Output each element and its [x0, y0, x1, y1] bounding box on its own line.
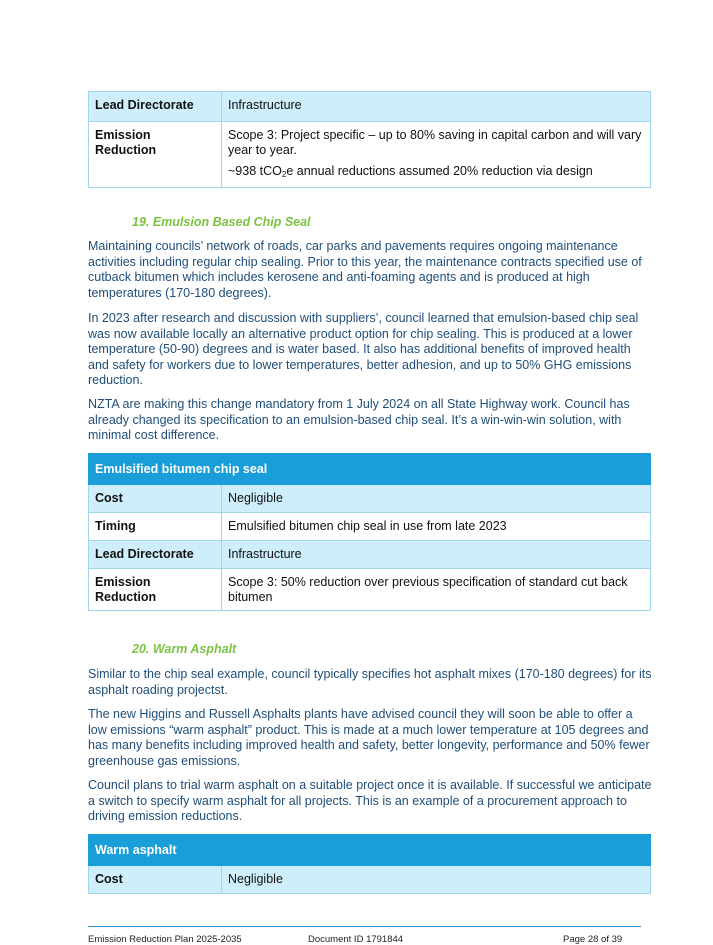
- row-value: Negligible: [222, 866, 651, 894]
- paragraph: The new Higgins and Russell Asphalts plants have advised council they will soon be able to offer a low emissions “warm asphalt” product. This is made at a much lower temperature at 105 degrees and has many benefits including improved health and safety, better longevity, performance and 50% fewer greenhouse gas emissions.: [88, 707, 650, 768]
- table-title: Warm asphalt: [89, 835, 651, 866]
- table-row: [89, 485, 651, 513]
- section-heading: 20. Warm Asphalt: [132, 642, 237, 656]
- table-row: [89, 866, 651, 894]
- row-value: Negligible: [222, 485, 651, 513]
- row-key: Emission Reduction: [89, 569, 222, 611]
- row-key: Lead Directorate: [89, 92, 222, 122]
- table-row: [89, 513, 651, 541]
- row-key: Cost: [89, 866, 222, 894]
- warm-asphalt-table: [88, 834, 651, 894]
- section-heading: 19. Emulsion Based Chip Seal: [132, 215, 311, 229]
- paragraph: Maintaining councils’ network of roads, car parks and pavements requires ongoing maintenance activities including regular chip sealing. Prior to this year, the maintenance contracts specified use of cutback bitumen which includes kerosene and anti-foaming agents and is produced at high temperatures (170-180 degrees).: [88, 239, 642, 300]
- footer-page-number: Page 28 of 39: [563, 934, 623, 945]
- row-value: [222, 122, 651, 188]
- emission-scope-text: Scope 3: Project specific – up to 80% saving in capital carbon and will vary year to year.: [228, 128, 642, 157]
- paragraph: In 2023 after research and discussion with suppliers’, council learned that emulsion-based chip seal was now available locally an alternative product option for chip sealing. This is produced at a lower temperature (50-90) degrees and is water based. It also has additional benefits of improved health and safety for workers due to lower temperatures, better adhesion, and up to 50% GHG emissions reduction.: [88, 311, 639, 388]
- row-value: Infrastructure: [222, 541, 651, 569]
- table-row: [89, 541, 651, 569]
- row-value: Emulsified bitumen chip seal in use from late 2023: [222, 513, 651, 541]
- table-row: [89, 92, 651, 122]
- paragraph: Similar to the chip seal example, council typically specifies hot asphalt mixes (170-180 degrees) for its asphalt roading projectst.: [88, 667, 652, 697]
- row-key: Cost: [89, 485, 222, 513]
- table-title: Emulsified bitumen chip seal: [89, 454, 651, 485]
- project-table-continued: [88, 91, 651, 188]
- table-row: [89, 569, 651, 611]
- row-key: Emission Reduction: [89, 122, 222, 188]
- paragraph: NZTA are making this change mandatory from 1 July 2024 on all State Highway work. Council has already changed its specification to an emulsion-based chip seal. It’s a win-win-win solution, with minimal cost difference.: [88, 397, 630, 443]
- table-row: [89, 122, 651, 188]
- row-value: Infrastructure: [222, 92, 651, 122]
- footer-divider: [88, 926, 641, 927]
- emission-annual-text: ~938 tCO$_2$e annual reductions assumed 20% reduction via design: [228, 164, 593, 179]
- chip-seal-table: [88, 453, 651, 611]
- footer-document-title: Emission Reduction Plan 2025-2035: [88, 934, 242, 945]
- paragraph: Council plans to trial warm asphalt on a suitable project once it is available. If successful we anticipate a switch to specify warm asphalt for all projects. This is an example of a procurement approach to driving emission reductions.: [88, 778, 652, 824]
- row-key: Lead Directorate: [89, 541, 222, 569]
- footer-document-id: Document ID 1791844: [308, 934, 404, 945]
- row-value: Scope 3: 50% reduction over previous specification of standard cut back bitumen: [222, 569, 651, 611]
- table-header: [89, 454, 651, 485]
- row-key: Timing: [89, 513, 222, 541]
- table-header: [89, 835, 651, 866]
